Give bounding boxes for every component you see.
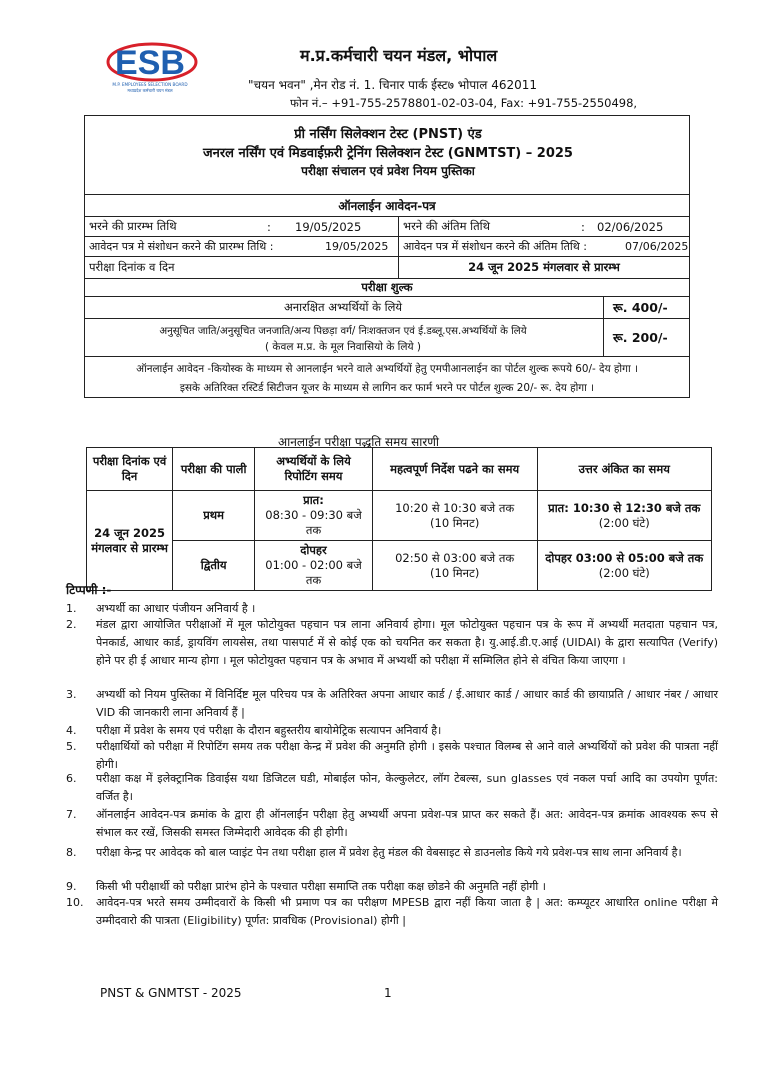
start-date-colon: :	[267, 219, 271, 234]
col-reporting-time: अभ्यर्थियों के लिये रिपोटिंग समय	[255, 448, 373, 491]
note-text: किसी भी परीक्षार्थी को परीक्षा प्रारंभ होने के पश्चात परीक्षा समाप्ति तक परीक्षा कक्ष छोडने की अनुमति नहीं होगी ।	[96, 880, 546, 893]
shift-cell: प्रथम	[173, 491, 255, 541]
exam-title-line1: प्री नर्सिंग सिलेक्शन टेस्ट (PNST) एंड	[294, 127, 482, 142]
start-date-label: भरने की प्रारम्भ तिथि	[89, 219, 177, 233]
reading-duration: (10 मिनट)	[430, 515, 480, 530]
fill-dates-row	[85, 216, 689, 236]
reading-cell	[372, 541, 537, 591]
note-text: परीक्षा कक्ष में इलेक्ट्रानिक डिवाईस यथा डिजिटल घडी, मोबाईल फोन, केल्कुलेटर, लॉग टेबल्स, sun glasses एवं नकल पर्चा आदि का उपयोग पूर्णत: वर्जित है।	[96, 772, 718, 803]
reporting-cell	[255, 541, 373, 591]
correction-dates-row	[85, 236, 689, 256]
note-number: 1.	[66, 602, 77, 615]
reading-time: 02:50 से 03:00 बजे तक	[395, 550, 515, 565]
col-exam-date: परीक्षा दिनांक एवं दिन	[87, 448, 173, 491]
start-date-value: 19/05/2025	[295, 219, 362, 234]
note-text: अभ्यर्थी का आधार पंजीयन अनिवार्य है ।	[96, 602, 256, 615]
fee-general-value: रू. 400/-	[613, 300, 668, 315]
note-number: 5.	[66, 740, 77, 753]
end-date-colon: :	[581, 219, 585, 234]
table-row	[87, 491, 712, 541]
org-phone: फोन नं.– +91-755-2578801-02-03-04, Fax: +91-755-2550498,	[290, 96, 638, 110]
note-number: 7.	[66, 808, 77, 821]
page-number: 1	[384, 986, 392, 1000]
note-number: 2.	[66, 618, 77, 631]
answer-time: प्रात: 10:30 से 12:30 बजे तक	[548, 500, 701, 515]
note-number: 4.	[66, 724, 77, 737]
note-text: परीक्षा केन्द्र पर आवेदक को बाल प्वाइंट पेन तथा परीक्षा हाल में प्रवेश हेतु मंडल की वेबसाइट से डाउनलोड किये गये प्रवेश-पत्र साथ लाना अनिवार्य है।	[96, 846, 682, 859]
exam-date-label: परीक्षा दिनांक व दिन	[89, 260, 175, 274]
divider	[603, 319, 604, 356]
reporting-time: 08:30 - 09:30 बजे तक	[265, 508, 362, 537]
fee-general-label: अनारक्षित अभ्यर्थियों के लिये	[283, 300, 403, 314]
fee-reserved-row	[85, 318, 689, 356]
fee-reserved-value: रू. 200/-	[613, 330, 668, 345]
answer-cell	[537, 491, 712, 541]
note-number: 9.	[66, 880, 77, 893]
note-text: परीक्षा में प्रवेश के समय एवं परीक्षा के दौरान बहुस्तरीय बायोमेट्रिक सत्यापन अनिवार्य है।	[96, 724, 442, 737]
reporting-cell	[255, 491, 373, 541]
fee-reserved-note: ( केवल म.प्र. के मूल निवासियो के लिये )	[264, 340, 422, 353]
col-answer-time: उत्तर अंकित का समय	[537, 448, 712, 491]
org-address: "चयन भवन" ,मेन रोड नं. 1. चिनार पार्क ईस्ट७ भोपाल 462011	[248, 78, 538, 92]
portal-fee-row	[85, 356, 689, 397]
schedule-header-row	[87, 448, 712, 491]
notes-title: टिप्पणी :-	[66, 583, 112, 597]
online-form-heading: ऑनलाईन आवेदन-पत्र	[338, 199, 436, 213]
note-text: आवेदन-पत्र भरते समय उम्मीदवारों के किसी भी प्रमाण पत्र का परीक्षण MPESB द्वारा नहीं किया जाता है | अत: कम्प्यूटर आधारित online परीक्षा मे उम्मीदवारो की पात्रता (Eligibility) पूर्णत: प्रावधिक (Provisional) होगी |	[96, 896, 718, 927]
exam-title-line2: जनरल नर्सिंग एवं मिडवाईफ़री ट्रेनिंग सिलेक्शन टेस्ट (GNMTST) – 2025	[203, 146, 573, 161]
reading-duration: (10 मिनट)	[430, 565, 480, 580]
reading-cell	[372, 491, 537, 541]
logo-subtext-hindi: मध्यप्रदेश कर्मचारी चयन मंडल	[127, 88, 173, 93]
exam-date-value: 24 जून 2025 मंगलवार से प्रारम्भ	[468, 260, 620, 274]
fee-reserved-label: अनुसूचित जाति/अनुसूचित जनजाति/अन्य पिछड़ा वर्ग/ निःशक्तजन एवं ई.डब्लू.एस.अभ्यर्थियों के लिये	[159, 325, 527, 337]
correction-end-value: 07/06/2025	[625, 240, 689, 253]
esb-logo	[102, 40, 198, 94]
divider	[398, 217, 399, 236]
org-name: म.प्र.कर्मचारी चयन मंडल, भोपाल	[300, 46, 498, 65]
note-text: मंडल द्वारा आयोजित परीक्षाओं में मूल फोटोयुक्त पहचान पत्र लाना अनिवार्य होगा। मूल फोटोयुक्त पहचान पत्र के रूप में अभ्यर्थी मतदाता पहचान पत्र, पेनकार्ड, आधार कार्ड, ड्रायविंग लायसेस, तथा पासपार्ट में से कोई एक को चयनित कर सकता है। यु.आई.डी.ए.आई (UIDAI) के द्वारा सत्यापित (Verify) होने पर ही ई आधार मान्य होगा । मूल फोटोयुक्त पहचान पत्र के अभाव में अभ्यर्थी को परीक्षा में सम्मिलित होने से वंचित किया जाएगा ।	[96, 618, 718, 667]
end-date-value: 02/06/2025	[597, 219, 664, 234]
end-date-label: भरने की अंतिम तिथि	[403, 219, 491, 233]
reporting-time: 01:00 - 02:00 बजे तक	[265, 558, 362, 587]
answer-duration: (2:00 घंटे)	[598, 565, 650, 580]
fee-general-row	[85, 296, 689, 318]
fee-heading: परीक्षा शुल्क	[361, 280, 413, 294]
reporting-period: प्रात:	[303, 493, 324, 507]
col-shift: परीक्षा की पाली	[173, 448, 255, 491]
note-number: 10.	[66, 896, 84, 909]
exam-title-line3: परीक्षा संचालन एवं प्रवेश नियम पुस्तिका	[301, 164, 475, 178]
logo-subtext: M.P. EMPLOYEES SELECTION BOARD	[112, 82, 188, 87]
logo-text: ESB	[115, 44, 185, 82]
note-text: परीक्षार्थियों को परीक्षा में रिपोटिंग समय तक परीक्षा केन्द्र में प्रवेश की अनुमति होगी । इसके पश्चात विलम्ब से आने वाले अभ्यर्थियों को प्रवेश की पात्रता नहीं होगी।	[96, 740, 718, 771]
divider	[603, 297, 604, 318]
note-number: 6.	[66, 772, 77, 785]
answer-time: दोपहर 03:00 से 05:00 बजे तक	[545, 550, 704, 565]
schedule-date-cell: 24 जून 2025 मंगलवार से प्रारम्भ	[87, 491, 173, 591]
esb-logo-graphic	[102, 40, 198, 94]
kiosk-fee-note: ऑनलाईन आवेदन -कियोस्क के माध्यम से आनलाईन भरने वाले अभ्यर्थियों हेतु एमपीआनलाईन का पोर्टल शुल्क रूपये 60/- देय होगा ।	[136, 362, 638, 375]
reading-time: 10:20 से 10:30 बजे तक	[395, 500, 515, 515]
note-number: 8.	[66, 846, 77, 859]
online-form-row	[85, 194, 689, 216]
schedule-caption: आनलाईन परीक्षा पद्धति समय सारणी	[278, 435, 440, 449]
reporting-period: दोपहर	[300, 543, 327, 557]
correction-start-label: आवेदन पत्र मे संशोधन करने की प्रारम्भ तिथि :	[89, 240, 274, 253]
answer-cell	[537, 541, 712, 591]
note-text: ऑनलाईन आवेदन-पत्र क्रमांक के द्वारा ही ऑनलाईन परीक्षा हेतु अभ्यर्थी अपना प्रवेश-पत्र प्राप्त कर सकते हैं। अत: आवेदन-पत्र क्रमांक आवश्यक रूप से संभाल कर रखें, जिसकी समस्त जिम्मेदारी आवेदक की ही होगी।	[96, 808, 718, 839]
footer-exam-name: PNST & GNMTST - 2025	[100, 986, 242, 1000]
shift-cell: द्वितीय	[173, 541, 255, 591]
exam-date-row	[85, 256, 689, 278]
col-instruction-time: महत्वपूर्ण निर्देश पढने का समय	[372, 448, 537, 491]
answer-duration: (2:00 घंटे)	[598, 515, 650, 530]
divider	[398, 237, 399, 256]
correction-start-value: 19/05/2025	[325, 240, 389, 253]
fee-heading-row	[85, 278, 689, 296]
note-text: अभ्यर्थी को नियम पुस्तिका में विनिर्दिष्ट मूल परिचय पत्र के अतिरिक्त अपना आधार कार्ड / ई.आधार कार्ड / आधार कार्ड की छायाप्रति / आधार नंबर / आधार VID की जानकारी लाना अनिवार्य हैं |	[96, 688, 718, 719]
citizen-fee-note: इसके अतिरिक्त रस्टिर्ड सिटीजन यूजर के माध्यम से लागिन कर फार्म भरने पर पोर्टल शुल्क 20/- रू. देय होगा ।	[179, 381, 595, 394]
exam-info-box	[84, 115, 690, 398]
exam-schedule-table	[86, 447, 712, 591]
table-row	[87, 541, 712, 591]
note-number: 3.	[66, 688, 77, 701]
correction-end-label: आवेदन पत्र में संशोधन करने की अंतिम तिथि :	[403, 240, 587, 253]
